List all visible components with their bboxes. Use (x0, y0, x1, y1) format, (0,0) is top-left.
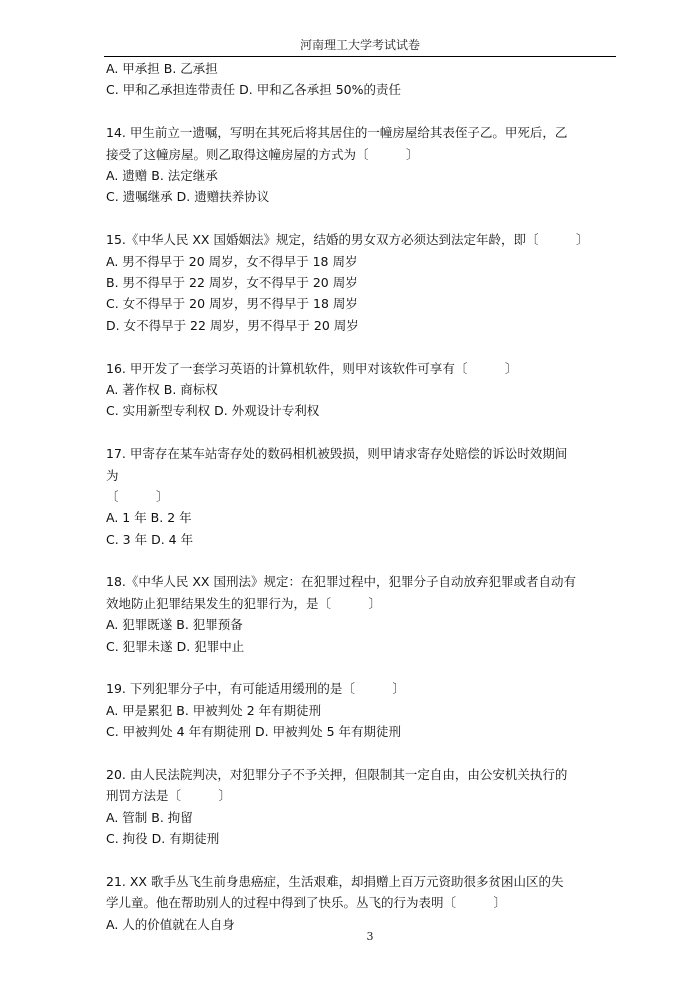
answer-options: A. 男不得早于 20 周岁，女不得早于 18 周岁 (106, 253, 358, 269)
page-header: 河南理工大学考试试卷 (104, 34, 616, 57)
spacer (106, 657, 626, 678)
answer-options: C. 甲被判处 4 年有期徒刑 D. 甲被判处 5 年有期徒刑 (106, 724, 402, 740)
answer-options: C. 遗嘱继承 D. 遗赠扶养协议 (106, 189, 270, 205)
question-text: 16. 甲开发了一套学习英语的计算机软件，则甲对该软件可享有〔 〕 (106, 360, 518, 376)
question-text: 21. XX 歌手丛飞生前身患癌症，生活艰难，却捐赠上百万元资助很多贫困山区的失 (106, 874, 564, 890)
question-text: 15.《中华人民 XX 国婚姻法》规定，结婚的男女双方必须达到法定年龄，即〔 〕 (106, 232, 589, 248)
question-text: 接受了这幢房屋。则乙取得这幢房屋的方式为〔 〕 (106, 146, 419, 162)
spacer (106, 336, 626, 357)
answer-options: A. 著作权 B. 商标权 (106, 381, 218, 397)
answer-options: C. 拘役 D. 有期徒刑 (106, 831, 220, 847)
answer-options: A. 遗赠 B. 法定继承 (106, 167, 218, 183)
answer-options: A. 人的价值就在人自身 (106, 916, 235, 932)
answer-options: A. 管制 B. 拘留 (106, 809, 193, 825)
question-text: 刑罚方法是〔 〕 (106, 788, 232, 804)
question-text: 效地防止犯罪结果发生的犯罪行为，是〔 〕 (106, 595, 382, 611)
answer-options: D. 女不得早于 22 周岁，男不得早于 20 周岁 (106, 317, 359, 333)
answer-options: C. 女不得早于 20 周岁，男不得早于 18 周岁 (106, 296, 358, 312)
answer-options: A. 甲承担 B. 乙承担 (106, 61, 218, 76)
question-text: 20. 由人民法院判决，对犯罪分子不予关押，但限制其一定自由，由公安机关执行的 (106, 767, 568, 783)
question-text: 17. 甲寄存在某车站寄存处的数码相机被毁损，则甲请求寄存处赔偿的诉讼时效期间 (106, 446, 568, 462)
page-number: 3 (366, 930, 374, 943)
question-text: 14. 甲生前立一遗嘱，写明在其死后将其居住的一幢房屋给其表侄子乙。甲死后，乙 (106, 125, 568, 141)
spacer (106, 101, 626, 122)
answer-options: C. 实用新型专利权 D. 外观设计专利权 (106, 403, 320, 419)
spacer (106, 208, 626, 229)
spacer (106, 422, 626, 443)
spacer (106, 550, 626, 571)
answer-options: A. 1 年 B. 2 年 (106, 510, 192, 526)
question-text: 19. 下列犯罪分子中，有可能适用缓刑的是〔 〕 (106, 681, 405, 697)
answer-options: C. 犯罪未遂 D. 犯罪中止 (106, 638, 245, 654)
answer-options: C. 甲和乙承担连带责任 D. 甲和乙各承担 50%的责任 (106, 82, 401, 98)
question-text: 为 (106, 467, 119, 483)
exam-content (106, 58, 626, 935)
spacer (106, 743, 626, 764)
answer-options: B. 男不得早于 22 周岁，女不得早于 20 周岁 (106, 274, 358, 290)
spacer (106, 850, 626, 871)
answer-options: A. 犯罪既遂 B. 犯罪预备 (106, 617, 243, 633)
question-text: 〔 〕 (106, 488, 169, 504)
question-text: 18.《中华人民 XX 国刑法》规定：在犯罪过程中，犯罪分子自动放弃犯罪或者自动有 (106, 574, 576, 590)
question-text: 学儿童。他在帮助别人的过程中得到了快乐。丛飞的行为表明〔 〕 (106, 895, 507, 911)
answer-options: A. 甲是累犯 B. 甲被判处 2 年有期徒刑 (106, 702, 322, 718)
answer-options: C. 3 年 D. 4 年 (106, 531, 194, 547)
